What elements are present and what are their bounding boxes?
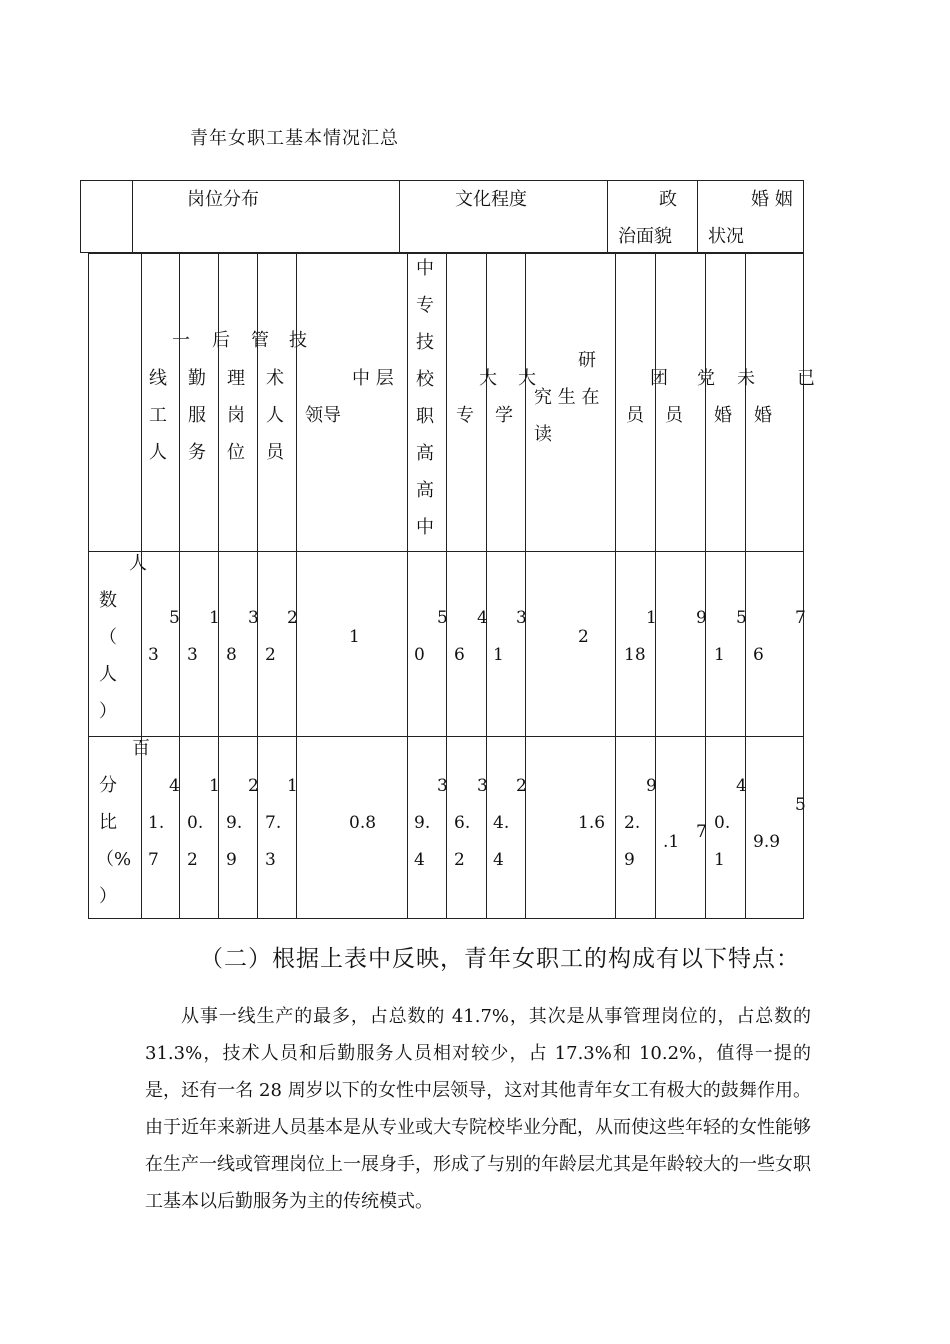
pct-technical-b: 7.: [265, 813, 282, 833]
col-university-2: 学: [495, 405, 513, 426]
count-secondary-b: 0: [414, 645, 425, 665]
col-middle-mgmt-2: 领导: [305, 405, 341, 426]
count-postgrad: 2: [578, 627, 589, 647]
col-technical-top: 技: [289, 330, 307, 351]
col-logistics-service: 勤 服 务: [188, 368, 206, 463]
pct-unmarried-c: 1: [714, 850, 725, 870]
pct-secondary-b: 9.: [414, 813, 431, 833]
count-management-b: 8: [226, 645, 237, 665]
col-party-2: 员: [665, 405, 683, 426]
count-party: 9: [696, 608, 707, 628]
col-married-2: 婚: [754, 405, 772, 426]
pct-management-b: 9.: [226, 813, 243, 833]
pct-party-a: 7: [696, 822, 707, 842]
table-title: 青年女职工基本情况汇总: [190, 128, 399, 149]
col-logistics-top: 后: [212, 330, 230, 351]
pct-league-b: 2.: [624, 813, 641, 833]
pct-logistics-b: 0.: [187, 813, 204, 833]
count-married-b: 6: [753, 645, 764, 665]
pct-management-c: 9: [226, 850, 237, 870]
pct-technical-c: 3: [265, 850, 276, 870]
count-university-a: 3: [516, 608, 527, 628]
row-label-percent: 分 比 （% ）: [96, 775, 132, 907]
count-league-a: 1: [646, 608, 657, 628]
count-technical-b: 2: [265, 645, 276, 665]
pct-junior-college-c: 2: [454, 850, 465, 870]
header-marital-1: 婚 姻: [751, 189, 793, 210]
pct-frontline-b: 1.: [148, 813, 165, 833]
col-management-top: 管: [251, 330, 269, 351]
pct-technical-a: 1: [287, 776, 298, 796]
count-unmarried-a: 5: [736, 608, 747, 628]
pct-party-b: .1: [663, 832, 680, 852]
count-junior-college-a: 4: [477, 608, 488, 628]
pct-secondary-a: 3: [437, 776, 448, 796]
header-post-distribution: 岗位分布: [187, 189, 259, 210]
count-middle-mgmt: 1: [349, 627, 360, 647]
col-unmarried-1: 未: [737, 368, 755, 389]
pct-logistics-a: 1: [209, 776, 220, 796]
count-frontline-b: 3: [148, 645, 159, 665]
count-junior-college-b: 6: [454, 645, 465, 665]
pct-unmarried-b: 0.: [714, 813, 731, 833]
col-secondary-school: 中 专 技 校 职 高 高 中: [416, 258, 434, 538]
pct-university-a: 2: [516, 776, 527, 796]
pct-logistics-c: 2: [187, 850, 198, 870]
row-label-percent-top: 百: [132, 738, 150, 759]
pct-postgrad: 1.6: [578, 813, 606, 833]
count-league-b: 18: [624, 645, 646, 665]
count-university-b: 1: [493, 645, 504, 665]
pct-frontline-c: 7: [148, 850, 159, 870]
pct-league-c: 9: [624, 850, 635, 870]
count-secondary-a: 5: [437, 608, 448, 628]
row-label-count-top: 人: [129, 553, 147, 574]
col-technical-staff: 术 人 员: [266, 368, 284, 463]
pct-league-a: 9: [646, 776, 657, 796]
pct-married-a: 5: [795, 795, 806, 815]
col-junior-college-1: 大: [479, 368, 497, 389]
count-logistics-a: 1: [209, 608, 220, 628]
col-management-posts: 理 岗 位: [227, 368, 245, 463]
col-junior-college-2: 专: [456, 405, 474, 426]
header-education: 文化程度: [455, 189, 527, 210]
pct-unmarried-a: 4: [736, 776, 747, 796]
pct-frontline-a: 4: [169, 776, 180, 796]
col-frontline-workers: 线 工 人: [149, 368, 167, 463]
pct-junior-college-a: 3: [477, 776, 488, 796]
count-technical-a: 2: [287, 608, 298, 628]
pct-married-b: 9.9: [753, 832, 781, 852]
col-league-1: 团: [650, 368, 668, 389]
col-postgrad-3: 读: [534, 424, 552, 445]
col-frontline-top: 一: [172, 330, 190, 351]
col-league-2: 员: [626, 405, 644, 426]
pct-university-c: 4: [493, 850, 504, 870]
pct-middle-mgmt: 0.8: [349, 813, 377, 833]
count-married-a: 7: [795, 608, 806, 628]
col-married-1: 已: [797, 368, 815, 389]
body-paragraph: 从事一线生产的最多，占总数的 41.7%，其次是从事管理岗位的，占总数的 31.3%，技术人员和后勤服务人员相对较少，占 17.3%和 10.2%，值得一提的是，还有一名 28 周岁以下的女性中层领导，这对其他青年女工有极大的鼓舞作用。由于近年来新进人员基本是从专业或大专院校毕业分配，从而使这些年轻的女性能够在生产一线或管理岗位上一展身手，形成了与别的年龄层尤其是年龄较大的一些女职工基本以后勤服务为主的传统模式。: [145, 1006, 811, 1212]
count-unmarried-b: 1: [714, 645, 725, 665]
row-label-count: 数 （ 人 ）: [99, 590, 117, 722]
count-logistics-b: 3: [187, 645, 198, 665]
pct-junior-college-b: 6.: [454, 813, 471, 833]
col-university-1: 大: [518, 368, 536, 389]
pct-university-b: 4.: [493, 813, 510, 833]
header-political-1: 政: [659, 189, 677, 210]
section-heading: （二）根据上表中反映，青年女职工的构成有以下特点：: [200, 946, 800, 972]
count-frontline-a: 5: [169, 608, 180, 628]
header-political-2: 治面貌: [618, 226, 672, 247]
group-header-row: [80, 180, 804, 253]
pct-secondary-c: 4: [414, 850, 425, 870]
col-party-1: 党: [697, 368, 715, 389]
header-marital-2: 状况: [708, 226, 744, 247]
col-postgrad-2: 究 生 在: [534, 387, 600, 408]
col-postgrad-1: 研: [578, 350, 596, 371]
pct-management-a: 2: [248, 776, 259, 796]
col-middle-mgmt-1: 中 层: [352, 368, 394, 389]
col-unmarried-2: 婚: [714, 405, 732, 426]
count-management-a: 3: [248, 608, 259, 628]
